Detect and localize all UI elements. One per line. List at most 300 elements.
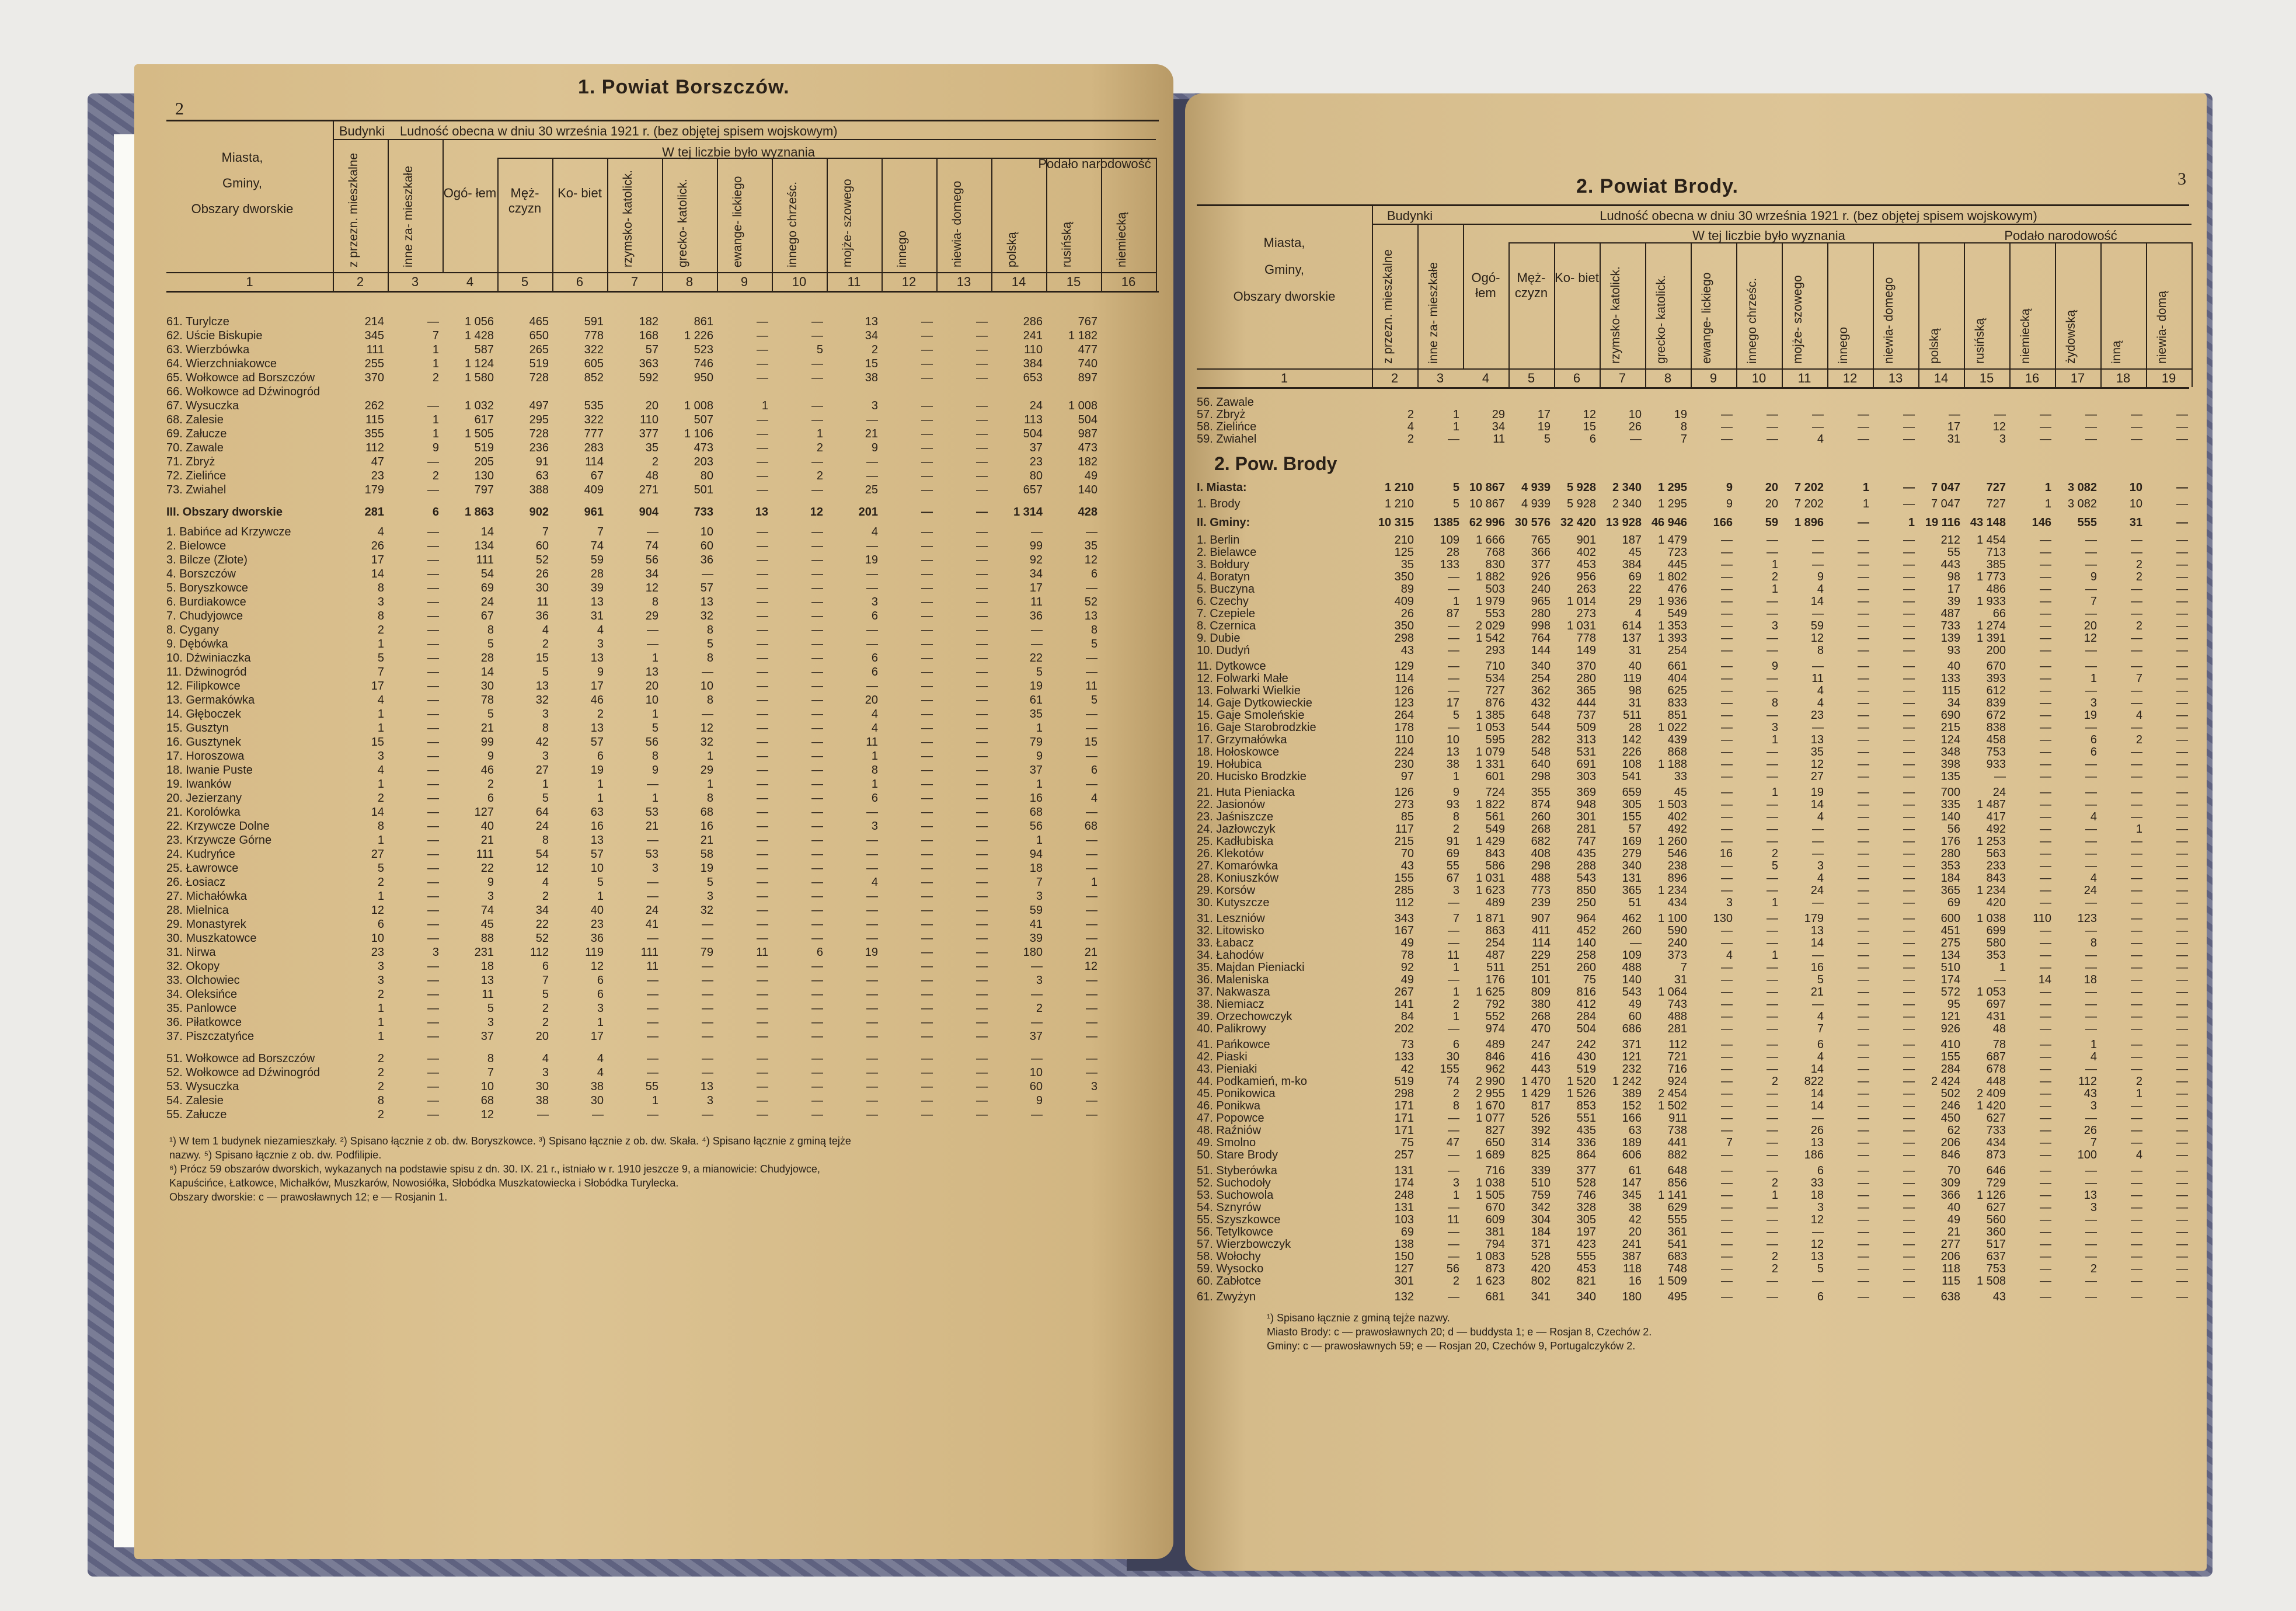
cell-value: — (427, 932, 439, 945)
cell-value: — (921, 399, 933, 412)
row-name: 53. Suchowola (1197, 1189, 1274, 1202)
cell-value: — (2131, 1177, 2142, 1189)
cell-value: — (2131, 1112, 2142, 1125)
cell-value: — (1721, 746, 1733, 758)
cell-value: 678 (1986, 1063, 2006, 1076)
table-row (166, 399, 1159, 412)
cell-value: 110 (640, 413, 659, 426)
cell-value: 40 (1947, 660, 1960, 673)
footnote-line: ¹) Spisano łącznie z gminą tejże nazwy. (1267, 1312, 1450, 1324)
cell-value: 112 (530, 946, 549, 959)
cell-value: 1 126 (1976, 1189, 2006, 1202)
cell-value: — (921, 638, 933, 650)
cell-value: 3 082 (2067, 497, 2097, 510)
cell-value: 14 (371, 806, 384, 819)
cell-value: — (1903, 1226, 1915, 1238)
cell-value: — (427, 918, 439, 931)
cell-value: 747 (1576, 835, 1596, 848)
cell-value: — (702, 568, 713, 580)
cell-value: — (921, 1094, 933, 1107)
table-row (1197, 583, 2189, 596)
column-rule (2100, 242, 2102, 387)
cell-value: 9 (1726, 497, 1733, 510)
cell-value: 1 (2090, 1038, 2097, 1051)
cell-value: — (976, 1030, 988, 1043)
cell-value: 48 (645, 469, 659, 482)
cell-value: — (1812, 534, 1824, 547)
cell-value: 1 077 (1475, 1112, 1505, 1125)
cell-value: 670 (1986, 660, 2006, 673)
cell-value: — (866, 806, 878, 819)
cell-value: 240 (1531, 583, 1551, 596)
cell-value: 91 (1446, 835, 1459, 848)
cell-value: 263 (1576, 583, 1596, 596)
cell-value: 103 (1394, 1213, 1414, 1226)
cell-value: — (2131, 912, 2142, 925)
table-row (166, 357, 1159, 370)
page-number: 3 (2177, 169, 2186, 189)
table-row (166, 568, 1159, 580)
row-name: 35. Majdan Pieniacki (1197, 961, 1305, 974)
cell-value: 30 (535, 582, 549, 594)
cell-value: 27 (1810, 770, 1824, 783)
cell-value: 137 (1622, 632, 1642, 645)
cell-value: — (2040, 847, 2051, 860)
cell-value: — (921, 750, 933, 763)
cell-value: 112 (365, 441, 384, 454)
table-row (1197, 516, 2189, 529)
table-row (1197, 1099, 2189, 1112)
cell-value: — (2176, 497, 2188, 510)
cell-value: — (1721, 660, 1733, 673)
cell-value: 365 (1576, 684, 1596, 697)
cell-value: — (2176, 721, 2188, 734)
cell-value: — (1903, 1087, 1915, 1100)
cell-value: 12 (1810, 1213, 1824, 1226)
cell-value: — (757, 1066, 768, 1079)
cell-value: 17 (1029, 582, 1043, 594)
cell-value: — (976, 427, 988, 440)
cell-value: — (2176, 961, 2188, 974)
cell-value: — (2176, 697, 2188, 709)
cell-value: 1 314 (1013, 506, 1043, 519)
cell-value: — (2040, 872, 2051, 885)
cell-value: — (757, 427, 768, 440)
table-row (1197, 847, 2189, 860)
table-row (166, 806, 1159, 819)
cell-value: 1 (2135, 823, 2142, 836)
cell-value: 184 (1940, 872, 1960, 885)
cell-value: 640 (1531, 758, 1551, 771)
cell-value: — (2040, 546, 2051, 559)
cell-value: — (757, 469, 768, 482)
right-page (1185, 93, 2207, 1571)
cell-value: — (976, 904, 988, 917)
cell-value: — (1031, 960, 1043, 973)
cell-value: 1 (1999, 961, 2006, 974)
row-name: 54. Zalesie (166, 1094, 224, 1107)
cell-value: 1 882 (1475, 570, 1505, 583)
cell-value: 8 (377, 820, 384, 833)
cell-value: 17 (1446, 697, 1459, 709)
cell-value: — (1903, 595, 1915, 608)
cell-value: 13 (1084, 610, 1098, 622)
cell-value: 10 (1029, 1066, 1043, 1079)
cell-value: — (757, 750, 768, 763)
cell-value: 361 (1667, 1226, 1687, 1238)
cell-value: — (427, 806, 439, 819)
cell-value: — (921, 582, 933, 594)
cell-value: 3 (1817, 860, 1824, 872)
cell-value: 11 (756, 946, 768, 959)
cell-value: — (976, 413, 988, 426)
cell-value: 13 (1810, 1136, 1824, 1149)
cell-value: — (757, 890, 768, 903)
cell-value: — (976, 554, 988, 566)
cell-value: 1 234 (1976, 884, 2006, 897)
cell-value: — (1903, 1290, 1915, 1303)
cell-value: 648 (1531, 709, 1551, 722)
cell-value: 759 (1531, 1189, 1551, 1202)
cell-value: — (1903, 823, 1915, 836)
cell-value: — (2085, 534, 2097, 547)
cell-value: — (1721, 823, 1733, 836)
cell-value: — (647, 638, 659, 650)
cell-value: 743 (1667, 998, 1687, 1011)
cell-value: 140 (1078, 483, 1098, 496)
cell-value: — (1448, 1124, 1459, 1137)
cell-value: — (1903, 1038, 1915, 1051)
cell-value: 897 (1078, 371, 1098, 384)
cell-value: — (811, 708, 823, 721)
cell-value: 78 (480, 694, 494, 707)
column-header: polską (1928, 328, 1941, 364)
cell-value: 49 (1628, 998, 1642, 1011)
cell-value: 3 (597, 1002, 604, 1015)
cell-value: — (1858, 595, 1869, 608)
cell-value: 58 (700, 848, 713, 861)
cell-value: 738 (1667, 1124, 1687, 1137)
cell-value: 15 (1583, 420, 1596, 433)
cell-value: — (1721, 1112, 1733, 1125)
cell-value: 366 (1940, 1189, 1960, 1202)
cell-value: 155 (1622, 810, 1642, 823)
cell-value: — (1767, 1164, 1778, 1177)
cell-value: 489 (1485, 896, 1505, 909)
cell-value: 110 (2033, 912, 2051, 925)
cell-value: 131 (1394, 1164, 1414, 1177)
cell-value: — (2085, 770, 2097, 783)
cell-value: — (427, 904, 439, 917)
cell-value: 1 (1452, 770, 1459, 783)
cell-value: 112 (2078, 1075, 2097, 1088)
cell-value: — (2176, 835, 2188, 848)
cell-value: — (2176, 1213, 2188, 1226)
cell-value: 26 (1628, 420, 1642, 433)
cell-value: — (2131, 1290, 2142, 1303)
cell-value: 727 (1986, 481, 2006, 494)
cell-value: 700 (1940, 786, 1960, 799)
cell-value: — (1903, 570, 1915, 583)
cell-value: 12 (590, 960, 604, 973)
cell-value: 26 (371, 540, 384, 552)
column-header: inną (2110, 340, 2123, 364)
cell-value: 7 (597, 526, 604, 538)
cell-value: 6 (1817, 1290, 1824, 1303)
cell-value: — (1721, 1075, 1733, 1088)
table-row (1197, 1087, 2189, 1100)
cell-value: — (976, 652, 988, 664)
cell-value: 119 (1623, 672, 1642, 685)
cell-value: 531 (1576, 746, 1596, 758)
cell-value: — (976, 455, 988, 468)
cell-value: 1 (377, 638, 384, 650)
cell-value: 3 (487, 1016, 494, 1029)
row-name: 55. Szyszkowce (1197, 1213, 1281, 1226)
cell-value: — (976, 806, 988, 819)
cell-value: 1 (1771, 949, 1778, 962)
cell-value: 4 (2090, 1050, 2097, 1063)
cell-value: — (2040, 1022, 2051, 1035)
cell-value: 933 (1986, 758, 2006, 771)
cell-value: 17 (371, 554, 384, 566)
cell-value: — (1812, 607, 1824, 620)
cell-value: 753 (1986, 746, 2006, 758)
cell-value: 8 (1680, 420, 1687, 433)
cell-value: — (1903, 1063, 1915, 1076)
cell-value: — (976, 792, 988, 805)
cell-value: 672 (1986, 709, 2006, 722)
cell-value: — (1031, 638, 1043, 650)
cell-value: 1 871 (1475, 912, 1505, 925)
cell-value: — (757, 722, 768, 735)
cell-value: — (757, 1052, 768, 1065)
cell-value: 284 (1940, 1063, 1960, 1076)
cell-value: — (811, 568, 823, 580)
cell-value: 14 (480, 666, 494, 679)
cell-value: 4 (597, 1052, 604, 1065)
table-row (1197, 1290, 2189, 1303)
cell-value: 24 (535, 820, 549, 833)
row-name: 4. Boratyn (1197, 570, 1250, 583)
cell-value: — (1767, 1213, 1778, 1226)
cell-value: 541 (1667, 1238, 1687, 1251)
cell-value: 8 (377, 1094, 384, 1107)
cell-value: — (757, 582, 768, 594)
cell-value: — (702, 666, 713, 679)
cell-value: — (1767, 644, 1778, 657)
cell-value: — (1858, 770, 1869, 783)
cell-value: — (976, 750, 988, 763)
cell-value: — (1858, 1275, 1869, 1288)
cell-value: 392 (1531, 1124, 1551, 1137)
cell-value: 528 (1576, 1177, 1596, 1189)
row-name: 70. Zawale (166, 441, 224, 454)
cell-value: 987 (1078, 427, 1098, 440)
cell-value: — (1858, 872, 1869, 885)
cell-value: — (757, 441, 768, 454)
cell-value: 412 (1576, 998, 1596, 1011)
table-row (166, 582, 1159, 594)
cell-value: 625 (1667, 684, 1687, 697)
cell-value: — (1858, 1262, 1869, 1275)
cell-value: — (1903, 758, 1915, 771)
cell-value: 26 (2084, 1124, 2097, 1137)
cell-value: 68 (1084, 820, 1098, 833)
cell-value: 821 (1576, 1275, 1596, 1288)
cell-value: 901 (1576, 534, 1596, 547)
column-rule (772, 158, 773, 291)
cell-value: 1 623 (1475, 1275, 1505, 1288)
cell-value: — (1858, 408, 1869, 421)
cell-value: 3 (377, 750, 384, 763)
cell-value: — (1858, 1087, 1869, 1100)
cell-value: 1 032 (464, 399, 494, 412)
cell-value: 60 (700, 540, 713, 552)
cell-value: — (976, 876, 988, 889)
group-budynki: Budynki (1386, 208, 1433, 223)
cell-value: 1 580 (464, 371, 494, 384)
cell-value: — (1767, 607, 1778, 620)
cell-value: 850 (1576, 884, 1596, 897)
cell-value: 260 (1531, 810, 1551, 823)
cell-value: — (866, 540, 878, 552)
cell-value: 12 (1084, 960, 1098, 973)
cell-value: 650 (1485, 1136, 1505, 1149)
cell-value: — (1721, 607, 1733, 620)
cell-value: 657 (1023, 483, 1043, 496)
cell-value: 1 100 (1657, 912, 1687, 925)
cell-value: — (2085, 1226, 2097, 1238)
cell-value: — (1903, 949, 1915, 962)
cell-value: — (1903, 1250, 1915, 1263)
cell-value: 150 (1394, 1250, 1414, 1263)
cell-value: — (2040, 758, 2051, 771)
cell-value: 26 (1400, 607, 1414, 620)
cell-value: — (811, 596, 823, 608)
cell-value: 169 (1622, 835, 1642, 848)
table-row (1197, 1149, 2189, 1161)
cell-value: — (757, 848, 768, 861)
cell-value: — (1721, 570, 1733, 583)
cell-value: — (1767, 1275, 1778, 1288)
cell-value: 94 (1029, 848, 1043, 861)
cell-value: — (921, 357, 933, 370)
cell-value: 420 (1531, 1262, 1551, 1275)
column-number: 13 (956, 274, 971, 289)
cell-value: — (427, 610, 439, 622)
cell-value: — (2176, 660, 2188, 673)
cell-value: 52 (535, 932, 549, 945)
table-row (1197, 1250, 2189, 1263)
cell-value: 140 (1622, 973, 1642, 986)
table-row (166, 680, 1159, 693)
cell-value: 428 (1078, 506, 1098, 519)
cell-value: 171 (1394, 1124, 1414, 1137)
column-header: z przezn. mieszkalne (347, 152, 360, 267)
cell-value: 31 (1947, 433, 1960, 446)
table-row (166, 820, 1159, 833)
cell-value: 387 (1622, 1250, 1642, 1263)
cell-value: — (1858, 896, 1869, 909)
cell-value: 495 (1667, 1290, 1687, 1303)
cell-value: — (976, 848, 988, 861)
cell-value: 6 (597, 974, 604, 987)
cell-value: 350 (1394, 570, 1414, 583)
cell-value: 1 (432, 357, 439, 370)
cell-value: 60 (1628, 1010, 1642, 1023)
cell-value: 56 (645, 736, 659, 749)
cell-value: 1 (432, 427, 439, 440)
cell-value: — (921, 315, 933, 328)
table-row (1197, 1164, 2189, 1177)
header-rule (1372, 224, 2192, 225)
row-name: II. Gminy: (1197, 516, 1250, 529)
column-rule (443, 139, 444, 272)
cell-value: 262 (364, 399, 384, 412)
cell-value: 99 (480, 736, 494, 749)
row-name: 42. Piaski (1197, 1050, 1248, 1063)
cell-value: — (921, 708, 933, 721)
cell-value: — (921, 483, 933, 496)
cell-value: 37 (480, 1030, 494, 1043)
cell-value: — (921, 455, 933, 468)
row-name: 1. Berlin (1197, 534, 1240, 547)
cell-value: 727 (1986, 497, 2006, 510)
cell-value: — (976, 778, 988, 791)
cell-value: 13 (865, 315, 878, 328)
cell-value: — (976, 834, 988, 847)
cell-value: 9 (1817, 570, 1824, 583)
cell-value: 2 (542, 1016, 549, 1029)
cell-value: — (976, 315, 988, 328)
cell-value: — (2131, 1164, 2142, 1177)
cell-value: — (2085, 835, 2097, 848)
cell-value: 1 295 (1657, 481, 1687, 494)
cell-value: 130 (474, 469, 494, 482)
column-header: rzymsko- katolick. (621, 170, 635, 267)
cell-value: — (1721, 786, 1733, 799)
cell-value: 314 (1531, 1136, 1551, 1149)
cell-value: — (1858, 1112, 1869, 1125)
cell-value: — (702, 1016, 713, 1029)
cell-value: — (1721, 709, 1733, 722)
footnote-line: ¹) W tem 1 budynek niezamieszkały. ²) Spisano łącznie z ob. dw. Boryszkowce. ³) Spisano łącznie z ob. dw. Skała. ⁴) Spisano łącznie z gminą tejże (169, 1135, 851, 1147)
cell-value: 646 (1986, 1164, 2006, 1177)
cell-value: 31 (2129, 516, 2142, 529)
cell-value: 509 (1576, 721, 1596, 734)
cell-value: — (2176, 986, 2188, 998)
cell-value: — (976, 1094, 988, 1107)
row-name: 67. Wysuczka (166, 399, 239, 412)
cell-value: — (427, 876, 439, 889)
cell-value: — (1721, 408, 1733, 421)
cell-value: 907 (1531, 912, 1551, 925)
row-name: 2. Bielowce (166, 540, 227, 552)
cell-value: — (2131, 998, 2142, 1011)
cell-value: — (1721, 1201, 1733, 1214)
cell-value: 34 (865, 329, 878, 342)
cell-value: 285 (1394, 884, 1414, 897)
cell-value: — (2040, 1063, 2051, 1076)
cell-value: 18 (1810, 1189, 1824, 1202)
cell-value: 1 822 (1475, 798, 1505, 811)
cell-value: — (2040, 1164, 2051, 1177)
cell-value: — (1858, 746, 1869, 758)
cell-value: 833 (1667, 697, 1687, 709)
cell-value: 125 (1394, 546, 1414, 559)
row-name: III. Obszary dworskie (166, 506, 283, 519)
